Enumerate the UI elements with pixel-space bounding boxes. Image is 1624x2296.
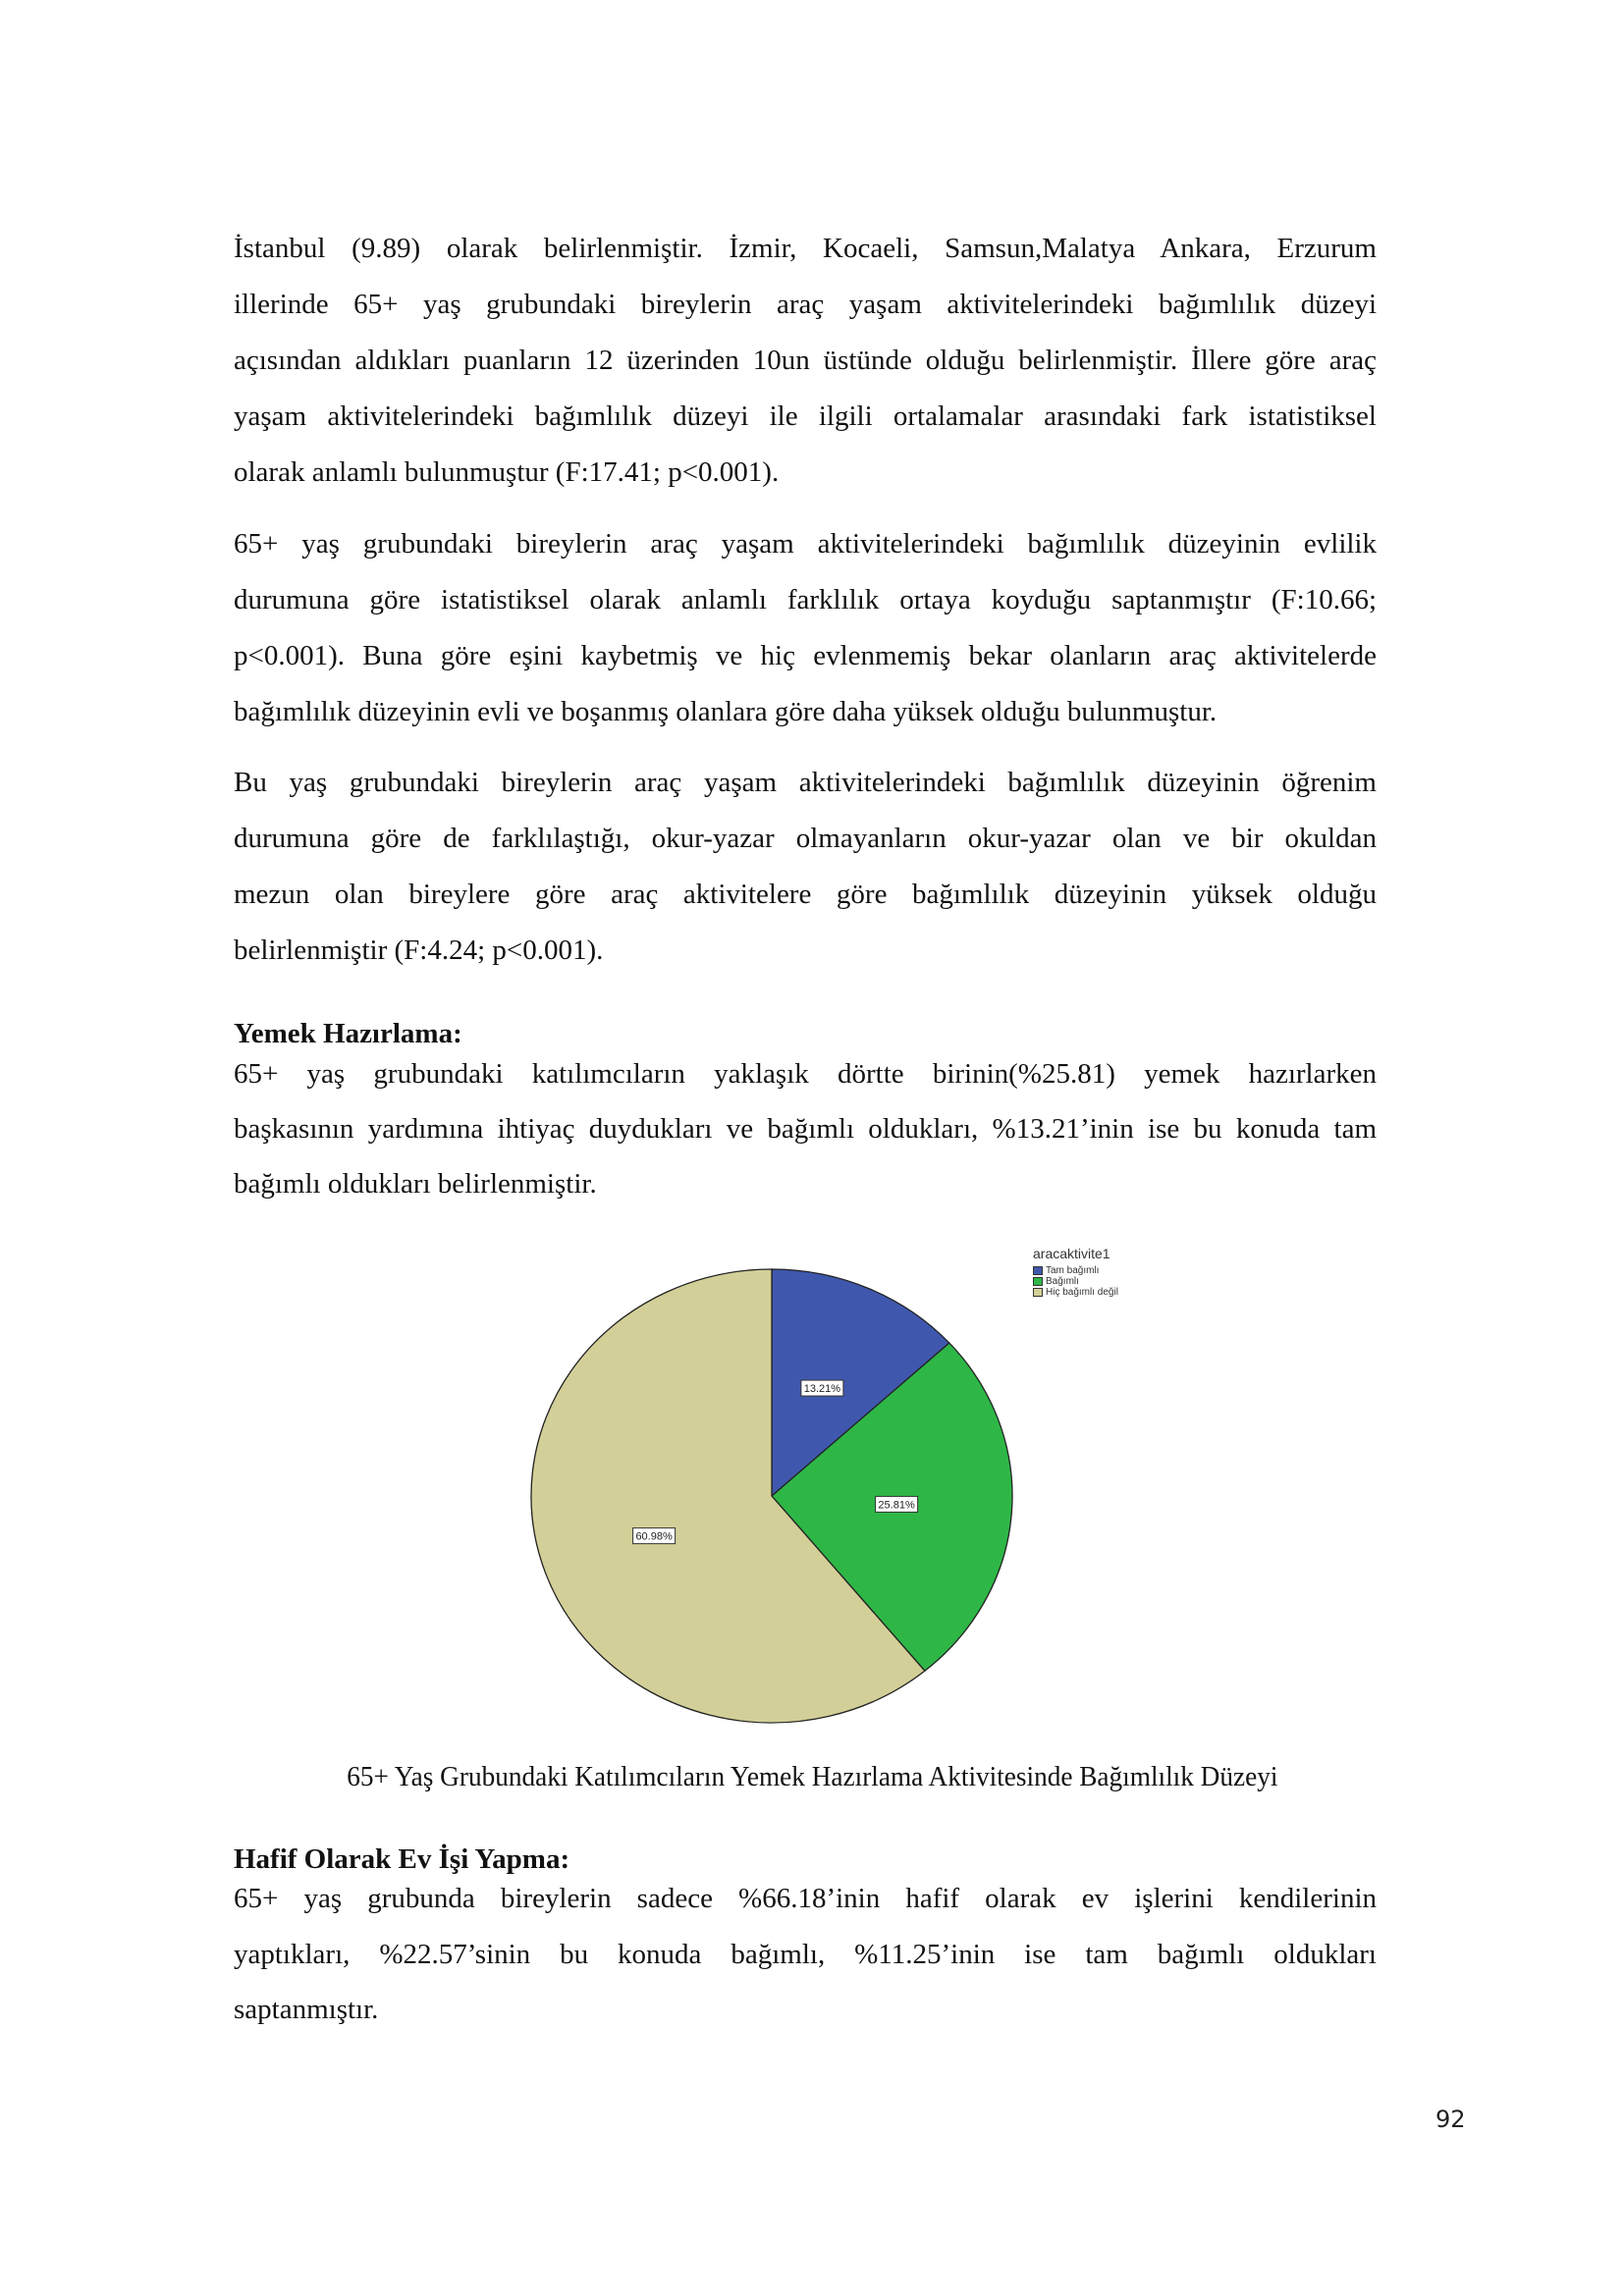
legend-label: Bağımlı bbox=[1046, 1276, 1079, 1287]
paragraph-line: belirlenmiştir (F:4.24; p<0.001). bbox=[234, 934, 604, 966]
chart-legend bbox=[1033, 1245, 1118, 1298]
paragraph-line: 65+ yaş grubundaki bireylerin araç yaşam aktivitelerindeki bağımlılık düzeyinin evlilik bbox=[234, 528, 1377, 560]
paragraph-line: Bu yaş grubundaki bireylerin araç yaşam aktivitelerindeki bağımlılık düzeyinin öğrenim bbox=[234, 767, 1377, 798]
paragraph-line: bağımlı oldukları belirlenmiştir. bbox=[234, 1168, 597, 1200]
pie-data-label-2 bbox=[633, 1528, 676, 1544]
paragraph-line: durumuna göre de farklılaştığı, okur-yazar olmayanların okur-yazar olan ve bir okuldan bbox=[234, 823, 1377, 854]
paragraph-line: bağımlılık düzeyinin evli ve boşanmış olanlara göre daha yüksek olduğu bulunmuştur. bbox=[234, 696, 1218, 727]
pie-chart-svg bbox=[511, 1247, 1159, 1737]
legend-title: aracaktivite1 bbox=[1033, 1246, 1110, 1261]
legend-item-tam-bagimli bbox=[1033, 1265, 1118, 1276]
pie-chart bbox=[511, 1247, 1159, 1737]
paragraph-line: İstanbul (9.89) olarak belirlenmiştir. İzmir, Kocaeli, Samsun,Malatya Ankara, Erzurum bbox=[234, 233, 1377, 264]
paragraph-line: mezun olan bireylere göre araç aktivitelere göre bağımlılık düzeyinin yüksek olduğu bbox=[234, 879, 1377, 910]
paragraph-line: p<0.001). Buna göre eşini kaybetmiş ve hiç evlenmemiş bekar olanların araç aktivitelerde bbox=[234, 640, 1377, 671]
legend-label: Tam bağımlı bbox=[1046, 1265, 1100, 1276]
data-label-text: 13.21% bbox=[803, 1383, 841, 1396]
legend-swatch bbox=[1033, 1266, 1043, 1275]
pie-data-label-1 bbox=[876, 1496, 918, 1512]
paragraph-line: yaşam aktivitelerindeki bağımlılık düzeyi ile ilgili ortalamalar arasındaki fark istatistiksel bbox=[234, 400, 1377, 432]
paragraph-line: saptanmıştır. bbox=[234, 1994, 379, 2025]
figure-caption bbox=[0, 1757, 1624, 1796]
data-label-text: 25.81% bbox=[878, 1499, 915, 1512]
legend-swatch bbox=[1033, 1288, 1043, 1297]
paragraph-line: başkasının yardımına ihtiyaç duydukları ve bağımlı oldukları, %13.21’inin ise bu konuda tam bbox=[234, 1113, 1377, 1145]
paragraph-line: illerinde 65+ yaş grubundaki bireylerin araç yaşam aktivitelerindeki bağımlılık düzeyi bbox=[234, 289, 1377, 320]
section-heading-yemek-hazirlama: Yemek Hazırlama: bbox=[234, 1018, 462, 1049]
paragraph-line: 65+ yaş grubundaki katılımcıların yaklaşık dörtte birinin(%25.81) yemek hazırlarken bbox=[234, 1058, 1377, 1090]
page-number: 92 bbox=[1435, 2106, 1466, 2133]
paragraph-line: açısından aldıkları puanların 12 üzerinden 10un üstünde olduğu belirlenmiştir. İllere göre araç bbox=[234, 345, 1377, 376]
paragraph-line: yaptıkları, %22.57’sinin bu konuda bağımlı, %11.25’inin ise tam bağımlı oldukları bbox=[234, 1939, 1377, 1970]
figure-caption-text: 65+ Yaş Grubundaki Katılımcıların Yemek Hazırlama Aktivitesinde Bağımlılık Düzeyi bbox=[346, 1761, 1278, 1792]
pie-data-label-0 bbox=[801, 1380, 843, 1396]
paragraph-line: durumuna göre istatistiksel olarak anlamlı farklılık ortaya koyduğu saptanmıştır (F:10.66; bbox=[234, 584, 1377, 615]
data-label-text: 60.98% bbox=[635, 1530, 673, 1543]
section-heading-hafif-ev-isi: Hafif Olarak Ev İşi Yapma: bbox=[234, 1843, 570, 1875]
legend-swatch bbox=[1033, 1277, 1043, 1286]
paragraph-line: olarak anlamlı bulunmuştur (F:17.41; p<0.001). bbox=[234, 456, 780, 488]
legend-item-hic-bagimli-degil bbox=[1033, 1287, 1118, 1298]
paragraph-line: 65+ yaş grubunda bireylerin sadece %66.18’inin hafif olarak ev işlerini kendilerinin bbox=[234, 1883, 1377, 1914]
legend-label: Hiç bağımlı değil bbox=[1046, 1287, 1118, 1298]
legend-item-bagimli bbox=[1033, 1276, 1118, 1287]
